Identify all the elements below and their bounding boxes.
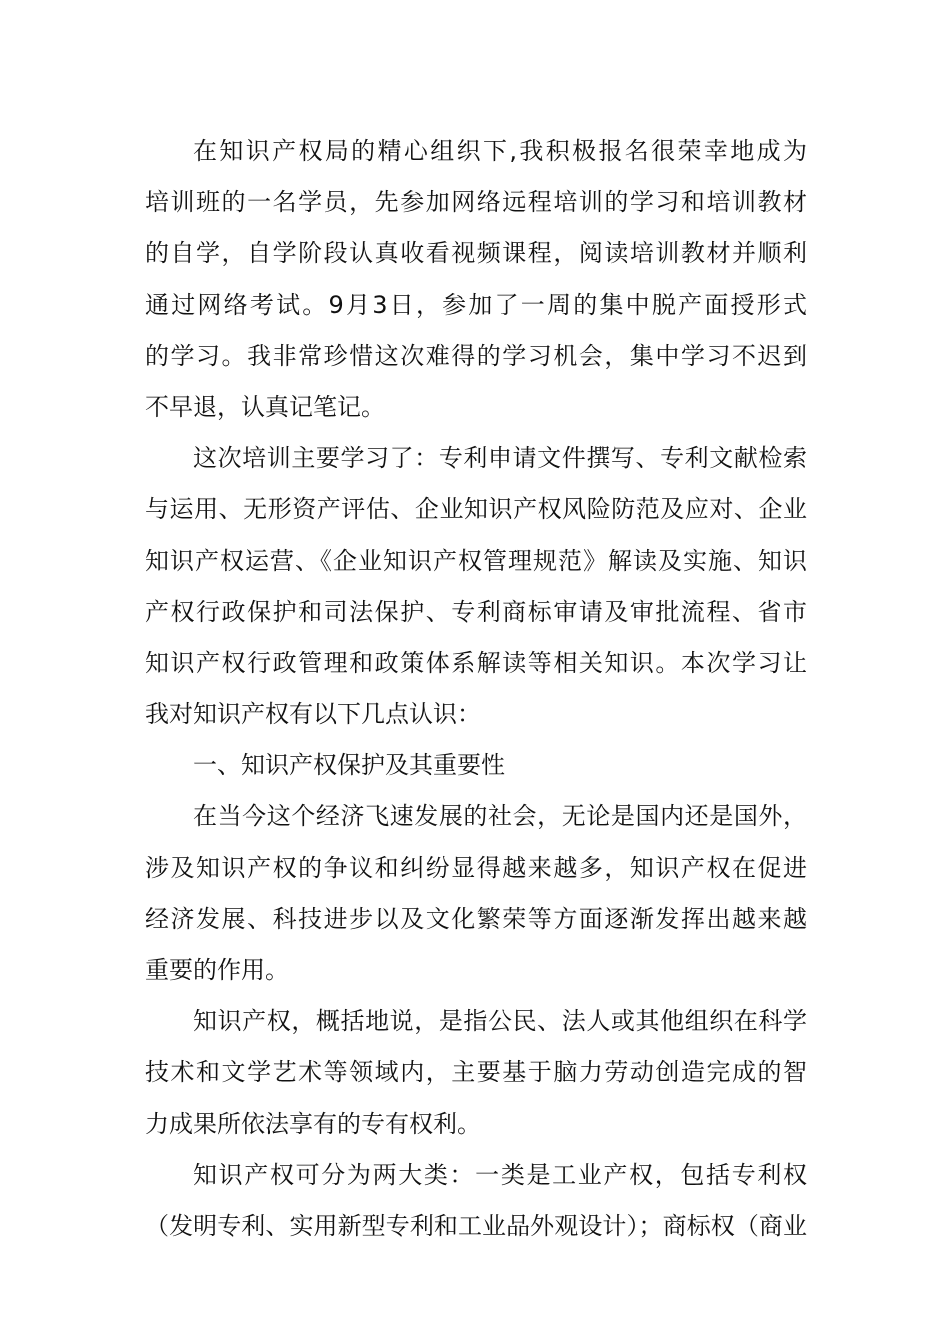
- paragraph-2-line-1: 这次培训主要学习了：专利申请文件撰写、专利文献检索: [193, 444, 807, 473]
- paragraph-4-line-3: 力成果所依法享有的专有权利。: [145, 1109, 481, 1138]
- paragraph-3-line-3: 经济发展、科技进步以及文化繁荣等方面逐渐发挥出越来越: [145, 904, 807, 933]
- paragraph-1-line-6: 不早退，认真记笔记。: [145, 392, 385, 421]
- paragraph-3-line-4: 重要的作用。: [145, 956, 289, 984]
- paragraph-4-line-2: 技术和文学艺术等领域内，主要基于脑力劳动创造完成的智: [145, 1058, 807, 1087]
- paragraph-2-line-2: 与运用、无形资产评估、企业知识产权风险防范及应对、企业: [145, 495, 807, 524]
- paragraph-2-line-5: 知识产权行政管理和政策体系解读等相关知识。本次学习让: [145, 648, 807, 677]
- paragraph-5-line-1: 知识产权可分为两大类：一类是工业产权，包括专利权: [193, 1160, 807, 1189]
- paragraph-1-line-5: 的学习。我非常珍惜这次难得的学习机会，集中学习不迟到: [145, 341, 807, 370]
- paragraph-2-line-4: 产权行政保护和司法保护、专利商标审请及审批流程、省市: [145, 597, 807, 626]
- paragraph-1-line-4: 通过网络考试。9月3日，参加了一周的集中脱产面授形式: [145, 290, 807, 319]
- paragraph-3-line-1: 在当今这个经济飞速发展的社会，无论是国内还是国外，: [193, 802, 807, 831]
- section-heading: 一、知识产权保护及其重要性: [193, 751, 505, 780]
- paragraph-1-line-1: 在知识产权局的精心组织下,我积极报名很荣幸地成为: [193, 137, 807, 165]
- paragraph-2-line-3: 知识产权运营、《企业知识产权管理规范》解读及实施、知识: [145, 546, 807, 575]
- paragraph-5-line-2: （发明专利、实用新型专利和工业品外观设计）；商标权（商业: [145, 1211, 807, 1240]
- document-body: [145, 126, 807, 1252]
- paragraph-1-line-2: 培训班的一名学员，先参加网络远程培训的学习和培训教材: [145, 188, 807, 217]
- paragraph-3-line-2: 涉及知识产权的争议和纠纷显得越来越多，知识产权在促进: [145, 853, 807, 882]
- paragraph-1-line-3: 的自学，自学阶段认真收看视频课程，阅读培训教材并顺利: [145, 239, 807, 268]
- paragraph-2-line-6: 我对知识产权有以下几点认识：: [145, 700, 481, 729]
- paragraph-4-line-1: 知识产权，概括地说，是指公民、法人或其他组织在科学: [193, 1007, 807, 1036]
